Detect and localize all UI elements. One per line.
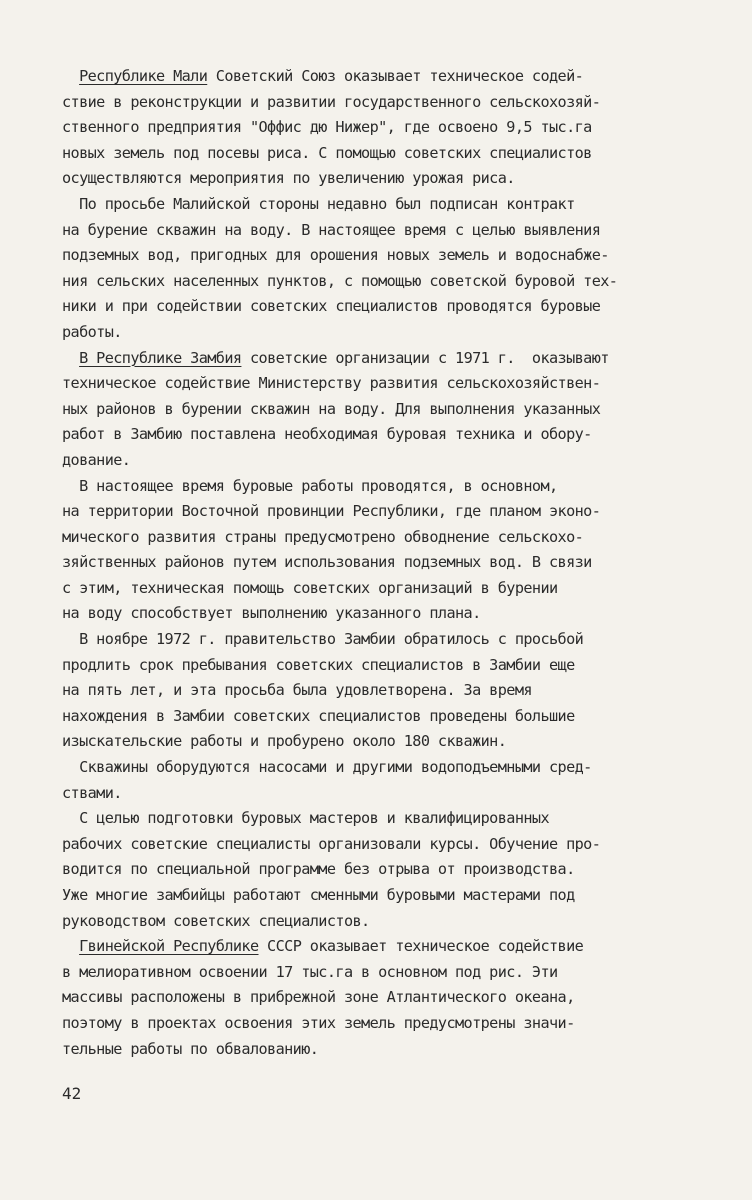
text-line: с этим, техническая помощь советских организаций в бурении [62, 578, 558, 597]
country-heading: Гвинейской Республике [79, 937, 259, 956]
text-line: новых земель под посевы риса. С помощью советских специалистов [62, 143, 592, 162]
paragraph [62, 755, 734, 806]
text-line: Республике Мали Советский Союз оказывает техническое содей- [79, 67, 584, 85]
paragraph [62, 346, 734, 474]
document-body [62, 64, 734, 1062]
text-line: подземных вод, пригодных для орошения новых земель и водоснабже- [62, 246, 609, 265]
page-number: 42 [62, 1084, 82, 1103]
text-line: зяйственных районов путем использования подземных вод. В связи [62, 553, 592, 572]
text-line: работы. [62, 322, 122, 341]
text-line: на территории Восточной провинции Республики, где планом эконо- [62, 502, 601, 521]
text-line: нахождения в Замбии советских специалистов проведены большие [62, 706, 575, 725]
text-line: тельные работы по обвалованию. [62, 1039, 319, 1058]
paragraph [62, 64, 734, 192]
country-heading: В Республике Замбия [79, 348, 242, 367]
text-line: на бурение скважин на воду. В настоящее время с целью выявления [62, 220, 601, 239]
text-line: продлить срок пребывания советских специалистов в Замбии еще [62, 655, 575, 674]
text-line: Скважины оборудуются насосами и другими водоподъемными сред- [62, 758, 592, 777]
paragraph [62, 627, 734, 755]
paragraph [62, 474, 734, 628]
text-line: Уже многие замбийцы работают сменными буровыми мастерами под [62, 886, 575, 904]
text-line: Гвинейской Республике СССР оказывает техническое содействие [79, 937, 584, 956]
text-line: С целью подготовки буровых мастеров и квалифицированных [62, 809, 549, 828]
paragraph [62, 192, 734, 346]
paragraph [62, 934, 734, 1062]
text-line: В Республике Замбия советские организации с 1971 г. оказывают [79, 348, 609, 367]
text-line: ных районов в бурении скважин на воду. Для выполнения указанных [62, 399, 601, 418]
text-line: ствие в реконструкции и развитии государственного сельскохозяй- [62, 92, 601, 111]
text-line: осуществляются мероприятия по увеличению урожая риса. [62, 169, 515, 188]
text-line: ния сельских населенных пунктов, с помощью советской буровой тех- [62, 271, 618, 290]
paragraph [62, 806, 734, 934]
text-line: руководством советских специалистов. [62, 911, 370, 930]
text-line: техническое содействие Министерству развития сельскохозяйствен- [62, 374, 601, 393]
text-line: поэтому в проектах освоения этих земель предусмотрены значи- [62, 1013, 575, 1032]
country-heading: Республике Мали [79, 67, 208, 85]
text-line: В ноябре 1972 г. правительство Замбии обратилось с просьбой [62, 630, 584, 649]
text-line: на пять лет, и эта просьба была удовлетворена. За время [62, 681, 532, 700]
text-line: В настоящее время буровые работы проводятся, в основном, [62, 476, 558, 495]
text-line: в мелиоративном освоении 17 тыс.га в основном под рис. Эти [62, 962, 558, 981]
text-line: По просьбе Малийской стороны недавно был подписан контракт [62, 194, 575, 213]
text-line: дование. [62, 450, 131, 469]
text-line: изыскательские работы и пробурено около 180 скважин. [62, 732, 507, 751]
text-line: ники и при содействии советских специалистов проводятся буровые [62, 297, 601, 316]
text-line: массивы расположены в прибрежной зоне Атлантического океана, [62, 988, 575, 1007]
text-line: ственного предприятия "Оффис дю Нижер", где освоено 9,5 тыс.га [62, 118, 592, 137]
text-line: рабочих советские специалисты организовали курсы. Обучение про- [62, 834, 601, 853]
text-line: мического развития страны предусмотрено обводнение сельскохо- [62, 527, 584, 546]
text-line: на воду способствует выполнению указанного плана. [62, 604, 481, 623]
text-line: работ в Замбию поставлена необходимая буровая техника и обору- [62, 425, 592, 444]
text-line: водится по специальной программе без отрыва от производства. [62, 860, 575, 879]
text-line: ствами. [62, 783, 122, 802]
